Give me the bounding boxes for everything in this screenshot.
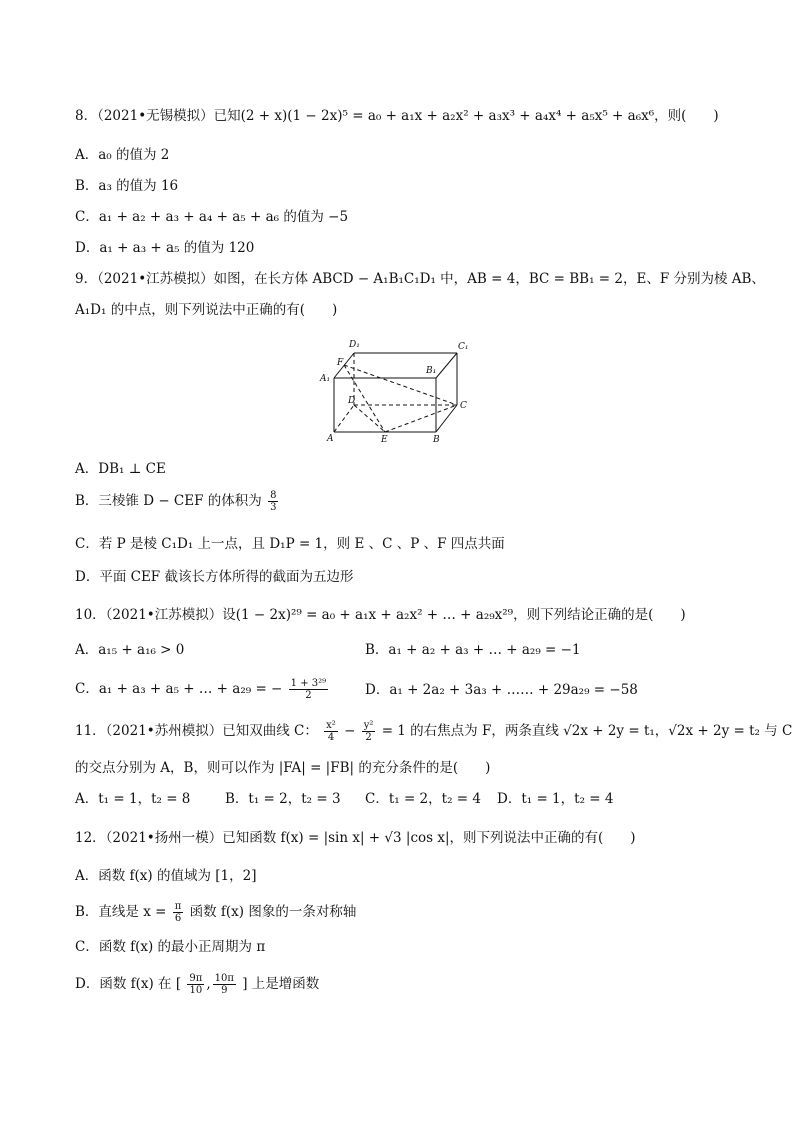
label-f: F xyxy=(337,358,344,368)
label-d1: D₁ xyxy=(349,340,360,350)
q9-option-c: C．若 P 是棱 C₁D₁ 上一点，且 D₁P = 1，则 E 、C 、P 、F 四点共面 xyxy=(75,536,505,552)
q11-stem-line2: 的交点分别为 A，B，则可以作为 |FA| = |FB| 的充分条件的是( ) xyxy=(75,760,491,776)
fraction-denominator: 2 xyxy=(305,690,312,701)
q11-option-d: D．t₁ = 1，t₂ = 4 xyxy=(497,791,614,807)
q10-option-b: B．a₁ + a₂ + a₃ + … + a₂₉ = −1 xyxy=(365,642,581,658)
q12-stem: 12．（2021•扬州一模）已知函数 f(x) = |sin x| + √3 |cos x|，则下列说法中正确的有( ) xyxy=(75,830,636,846)
label-c: C xyxy=(460,401,467,411)
q12-option-c: C．函数 f(x) 的最小正周期为 π xyxy=(75,939,266,955)
label-d: D xyxy=(348,396,356,406)
cuboid-figure xyxy=(318,335,478,445)
fraction-numerator: π xyxy=(174,901,182,912)
q12-fraction-upper xyxy=(213,973,236,996)
cuboid-diagram xyxy=(318,335,478,445)
q8-option-d: D．a₁ + a₃ + a₅ 的值为 120 xyxy=(75,240,255,256)
q9-option-b-text: B．三棱锥 D − CEF 的体积为 xyxy=(75,493,262,509)
fraction-denominator: 2 xyxy=(365,732,372,743)
q11-fraction-y xyxy=(362,720,376,743)
q12-option-d-suffix: ] 上是增函数 xyxy=(242,976,320,992)
q12-option-d-prefix: D．函数 f(x) 在 [ xyxy=(75,976,182,992)
q8-option-c: C．a₁ + a₂ + a₃ + a₄ + a₅ + a₆ 的值为 −5 xyxy=(75,209,349,225)
q9-option-b xyxy=(75,490,280,513)
q12-fraction-lower xyxy=(187,973,204,996)
q12-fraction-pi6 xyxy=(173,901,184,924)
q11-minus: − xyxy=(344,723,356,739)
q8-option-b: B．a₃ 的值为 16 xyxy=(75,178,179,194)
q12-option-b-suffix: 函数 f(x) 图象的一条对称轴 xyxy=(189,904,357,920)
q9-option-d: D．平面 CEF 截该长方体所得的截面为五边形 xyxy=(75,569,354,585)
label-c1: C₁ xyxy=(458,342,469,352)
q12-option-b-prefix: B．直线是 x = xyxy=(75,904,167,920)
q11-option-c: C．t₁ = 2，t₂ = 4 xyxy=(365,791,481,807)
q10-option-c xyxy=(75,678,330,701)
fraction-denominator: 4 xyxy=(327,732,335,743)
q11-stem-line1 xyxy=(75,720,792,743)
label-a: A xyxy=(327,434,334,444)
label-b1: B₁ xyxy=(426,366,437,376)
q8-option-a: A．a₀ 的值为 2 xyxy=(75,147,170,163)
label-e: E xyxy=(381,435,388,445)
q10-option-a: A．a₁₅ + a₁₆ > 0 xyxy=(75,642,185,658)
q9-stem-line1: 9．（2021•江苏模拟）如图，在长方体 ABCD − A₁B₁C₁D₁ 中，AB = 4，BC = BB₁ = 2，E、F 分别为棱 AB、 xyxy=(75,271,765,287)
q12-interval-comma: , xyxy=(206,976,211,992)
q10-stem: 10．（2021•江苏模拟）设(1 − 2x)²⁹ = a₀ + a₁x + a₂x² + … + a₂₉x²⁹，则下列结论正确的是( ) xyxy=(75,607,686,623)
fraction-denominator: 10 xyxy=(189,985,203,996)
fraction-numerator: 1 + 3²⁹ xyxy=(290,678,327,689)
q10-fraction xyxy=(289,678,328,701)
q12-option-d xyxy=(75,973,319,996)
q11-fraction-x xyxy=(324,720,338,743)
q11-option-b: B．t₁ = 2，t₂ = 3 xyxy=(225,791,341,807)
fraction-numerator: x² xyxy=(326,720,336,731)
fraction-denominator: 3 xyxy=(270,502,277,513)
q8-stem: 8．（2021•无锡模拟）已知(2 + x)(1 − 2x)⁵ = a₀ + a₁x + a₂x² + a₃x³ + a₄x⁴ + a₅x⁵ + a₆x⁶，则( ) xyxy=(75,108,719,124)
fraction-numerator: 10π xyxy=(214,973,234,984)
q12-option-a: A．函数 f(x) 的值域为 [1，2] xyxy=(75,868,257,884)
q11-option-a: A．t₁ = 1，t₂ = 8 xyxy=(75,791,191,807)
q11-stem-suffix: = 1 的右焦点为 F，两条直线 √2x + 2y = t₁，√2x + 2y = t₂ 与 C xyxy=(381,723,793,739)
q9-option-a: A．DB₁ ⊥ CE xyxy=(75,461,166,477)
label-b: B xyxy=(433,435,440,445)
q10-option-c-text: C．a₁ + a₃ + a₅ + … + a₂₉ = − xyxy=(75,681,283,697)
fraction-numerator: 9π xyxy=(189,973,203,984)
label-a1: A₁ xyxy=(320,374,331,384)
q10-option-d: D．a₁ + 2a₂ + 3a₃ + …… + 29a₂₉ = −58 xyxy=(365,682,638,698)
fraction-denominator: 9 xyxy=(221,985,228,996)
q12-option-b xyxy=(75,901,356,924)
fraction-numerator: y² xyxy=(363,720,374,731)
fraction-numerator: 8 xyxy=(270,490,277,501)
fraction-denominator: 6 xyxy=(174,913,182,924)
q9-stem-line2: A₁D₁ 的中点，则下列说法中正确的有( ) xyxy=(75,302,338,318)
q9-volume-fraction xyxy=(268,490,278,513)
q11-stem-prefix: 11．（2021•苏州模拟）已知双曲线 C： xyxy=(75,723,318,739)
